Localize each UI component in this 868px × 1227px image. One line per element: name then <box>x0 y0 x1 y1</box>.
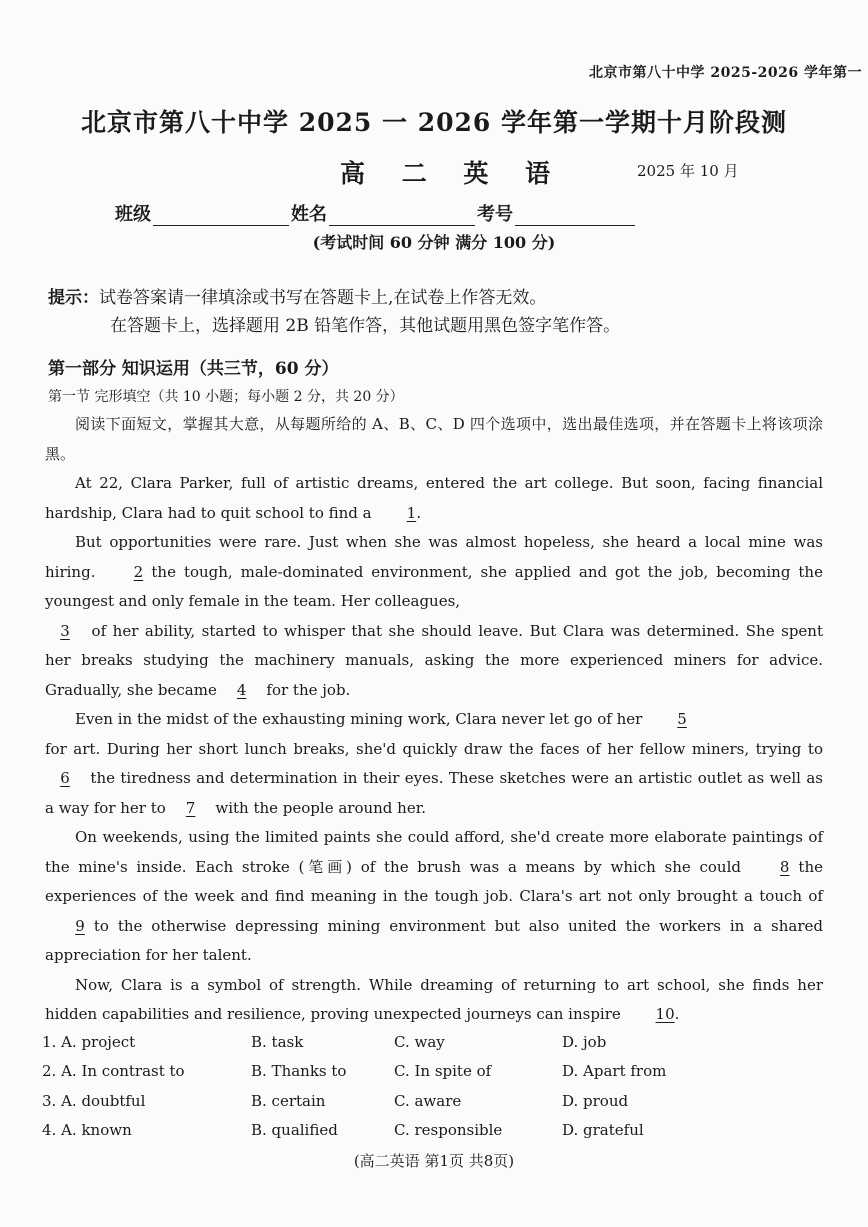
option-c: C. aware <box>394 1091 462 1110</box>
option-row <box>42 1057 682 1087</box>
option-d: D. job <box>562 1032 607 1051</box>
instruction: 阅读下面短文，掌握其大意，从每题所给的 A、B、C、D 四个选项中，选出最佳选项，并在答题卡上将该项涂黑。 <box>45 415 823 463</box>
exam-date: 2025 年 10 月 <box>637 162 739 180</box>
blank-9: 9 <box>75 916 85 935</box>
option-row <box>42 1027 682 1057</box>
id-label: 考号 <box>477 204 513 225</box>
exam-subject: 高 二 英 语 <box>340 159 565 188</box>
tip-line1: 试卷答案请一律填涂或书写在答题卡上,在试卷上作答无效。 <box>99 288 547 308</box>
option-c: C. In spite of <box>394 1062 492 1081</box>
student-info-line <box>115 200 637 226</box>
option-a: 3. A. doubtful <box>42 1091 146 1110</box>
exam-meta: (考试时间 60 分钟 满分 100 分) <box>312 233 556 252</box>
option-b: B. certain <box>251 1091 326 1110</box>
options-list <box>42 1027 682 1145</box>
option-b: B. task <box>251 1032 304 1051</box>
part-title: 第一部分 知识运用（共三节，60 分） <box>48 359 339 379</box>
passage <box>45 410 823 1030</box>
paragraph: 3 of her ability, started to whisper that she should leave. But Clara was determined. She spent her breaks studying the machinery manuals, asking the more experienced miners for advice. Gradually, she became 4 for the job. <box>45 617 823 706</box>
paragraph: Even in the midst of the exhausting mining work, Clara never let go of her 5 <box>45 705 823 735</box>
tip-line2: 在答题卡上，选择题用 2B 铅笔作答，其他试题用黑色签字笔作答。 <box>110 316 621 336</box>
section-title: 第一节 完形填空（共 10 小题；每小题 2 分，共 20 分） <box>48 389 404 405</box>
name-label: 姓名 <box>291 204 327 225</box>
blank-5: 5 <box>677 710 687 728</box>
blank-4: 4 <box>236 680 247 699</box>
blank-8: 8 <box>779 857 790 876</box>
option-row <box>42 1086 682 1116</box>
option-a: 1. A. project <box>42 1032 136 1051</box>
name-field <box>329 207 475 226</box>
tip-block <box>48 284 620 340</box>
option-c: C. responsible <box>394 1121 503 1140</box>
tip-label: 提示： <box>48 288 99 308</box>
blank-1: 1 <box>406 503 417 522</box>
option-a: 2. A. In contrast to <box>42 1062 185 1081</box>
option-d: D. proud <box>562 1091 629 1110</box>
blank-2: 2 <box>133 562 144 581</box>
option-c: C. way <box>394 1032 445 1051</box>
paragraph: for art. During her short lunch breaks, she'd quickly draw the faces of her fellow miners, trying to 6 the tiredness and determination in their eyes. These sketches were an artistic outlet as well as a way for her to 7 with the people around her. <box>45 735 823 824</box>
option-d: D. grateful <box>562 1121 644 1140</box>
exam-title: 北京市第八十中学 2025 一 2026 学年第一学期十月阶段测 <box>81 108 787 137</box>
option-d: D. Apart from <box>562 1062 667 1081</box>
paragraph: At 22, Clara Parker, full of artistic dreams, entered the art college. But soon, facing financial hardship, Clara had to quit school to find a 1. <box>45 469 823 528</box>
class-label: 班级 <box>115 204 151 225</box>
blank-6: 6 <box>60 769 70 787</box>
blank-7: 7 <box>185 798 196 817</box>
option-row <box>42 1116 682 1146</box>
page-footer: (高二英语 第1页 共8页) <box>353 1152 515 1170</box>
header-school-year: 北京市第八十中学 2025-2026 学年第一 <box>589 65 862 81</box>
id-field <box>515 207 635 226</box>
option-b: B. qualified <box>251 1121 338 1140</box>
class-field <box>153 207 289 226</box>
paragraph: On weekends, using the limited paints she could afford, she'd create more elaborate paintings of the mine's inside. Each stroke (笔画) of the brush was a means by which she could 8 the experiences of the week and find meaning in the tough job. Clara's art not only brought a touch of 9 to the otherwise depressing mining environment but also united the workers in a shared appreciation for her talent. <box>45 828 823 964</box>
paragraph: But opportunities were rare. Just when she was almost hopeless, she heard a local mine was hiring. 2 the tough, male-dominated environment, she applied and got the job, becoming the youngest and only female in the team. Her colleagues, <box>45 533 823 610</box>
option-a: 4. A. known <box>42 1121 132 1140</box>
blank-10: 10 <box>655 1005 675 1023</box>
paragraph: Now, Clara is a symbol of strength. While dreaming of returning to art school, she finds her hidden capabilities and resilience, proving unexpected journeys can inspire 10. <box>45 971 823 1030</box>
blank-3: 3 <box>60 621 70 640</box>
option-b: B. Thanks to <box>251 1062 347 1081</box>
